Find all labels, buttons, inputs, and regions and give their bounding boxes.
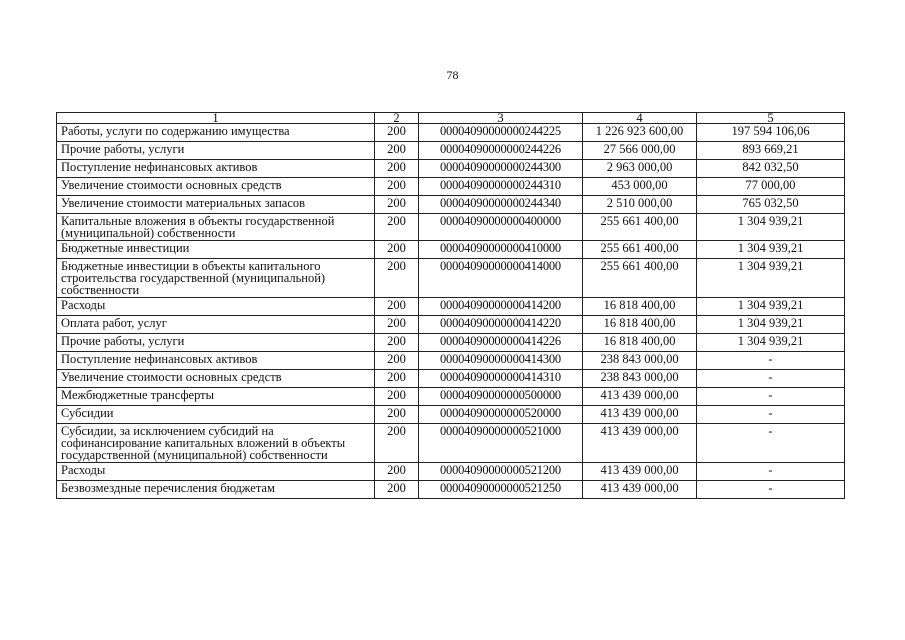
row-name-cell: Увеличение стоимости материальных запасов	[57, 196, 375, 214]
row-kbk-cell: 00004090000000414220	[419, 316, 583, 334]
table-row	[57, 298, 845, 316]
row-plan-cell: 413 439 000,00	[583, 481, 697, 499]
row-kbk-cell: 00004090000000414300	[419, 352, 583, 370]
row-name-cell: Бюджетные инвестиции	[57, 241, 375, 259]
table-header-row	[57, 113, 845, 124]
row-plan-cell: 27 566 000,00	[583, 142, 697, 160]
row-name-cell: Поступление нефинансовых активов	[57, 160, 375, 178]
row-kbk-cell: 00004090000000521200	[419, 463, 583, 481]
table-row	[57, 463, 845, 481]
row-plan-cell: 453 000,00	[583, 178, 697, 196]
row-code-cell: 200	[375, 316, 419, 334]
row-plan-cell: 255 661 400,00	[583, 259, 697, 298]
row-name-cell: Увеличение стоимости основных средств	[57, 178, 375, 196]
row-kbk-cell: 00004090000000244226	[419, 142, 583, 160]
row-code-cell: 200	[375, 259, 419, 298]
row-kbk-cell: 00004090000000410000	[419, 241, 583, 259]
row-fact-cell: 1 304 939,21	[697, 298, 845, 316]
table-row	[57, 352, 845, 370]
row-kbk-cell: 00004090000000414226	[419, 334, 583, 352]
row-fact-cell: 1 304 939,21	[697, 316, 845, 334]
row-name-cell: Бюджетные инвестиции в объекты капитального строительства государственной (муниципальной) собственности	[57, 259, 375, 298]
table-row	[57, 370, 845, 388]
row-code-cell: 200	[375, 178, 419, 196]
table-row	[57, 406, 845, 424]
column-header: 4	[583, 113, 697, 124]
table-row	[57, 481, 845, 499]
row-fact-cell: 842 032,50	[697, 160, 845, 178]
row-kbk-cell: 00004090000000414000	[419, 259, 583, 298]
row-name-cell: Работы, услуги по содержанию имущества	[57, 124, 375, 142]
row-kbk-cell: 00004090000000500000	[419, 388, 583, 406]
table-row	[57, 334, 845, 352]
page-number: 78	[446, 68, 459, 82]
row-fact-cell: -	[697, 370, 845, 388]
row-plan-cell: 16 818 400,00	[583, 334, 697, 352]
row-fact-cell: -	[697, 424, 845, 463]
table-row	[57, 259, 845, 298]
row-plan-cell: 16 818 400,00	[583, 316, 697, 334]
table-row	[57, 214, 845, 241]
row-name-cell: Оплата работ, услуг	[57, 316, 375, 334]
row-fact-cell: 1 304 939,21	[697, 334, 845, 352]
row-kbk-cell: 00004090000000244300	[419, 160, 583, 178]
row-plan-cell: 238 843 000,00	[583, 352, 697, 370]
row-name-cell: Прочие работы, услуги	[57, 142, 375, 160]
row-kbk-cell: 00004090000000244225	[419, 124, 583, 142]
column-header: 3	[419, 113, 583, 124]
row-code-cell: 200	[375, 406, 419, 424]
table-row	[57, 142, 845, 160]
row-kbk-cell: 00004090000000244340	[419, 196, 583, 214]
row-code-cell: 200	[375, 481, 419, 499]
row-code-cell: 200	[375, 388, 419, 406]
row-fact-cell: 77 000,00	[697, 178, 845, 196]
row-plan-cell: 413 439 000,00	[583, 463, 697, 481]
row-name-cell: Безвозмездные перечисления бюджетам	[57, 481, 375, 499]
row-fact-cell: -	[697, 352, 845, 370]
row-code-cell: 200	[375, 241, 419, 259]
row-code-cell: 200	[375, 142, 419, 160]
row-name-cell: Прочие работы, услуги	[57, 334, 375, 352]
row-name-cell: Расходы	[57, 463, 375, 481]
row-plan-cell: 413 439 000,00	[583, 406, 697, 424]
column-header: 2	[375, 113, 419, 124]
row-name-cell: Капитальные вложения в объекты государственной (муниципальной) собственности	[57, 214, 375, 241]
row-name-cell: Поступление нефинансовых активов	[57, 352, 375, 370]
row-fact-cell: -	[697, 463, 845, 481]
row-code-cell: 200	[375, 196, 419, 214]
row-code-cell: 200	[375, 160, 419, 178]
row-plan-cell: 238 843 000,00	[583, 370, 697, 388]
row-kbk-cell: 00004090000000400000	[419, 214, 583, 241]
row-kbk-cell: 00004090000000521000	[419, 424, 583, 463]
table-row	[57, 196, 845, 214]
row-plan-cell: 255 661 400,00	[583, 241, 697, 259]
row-code-cell: 200	[375, 298, 419, 316]
row-name-cell: Субсидии, за исключением субсидий на софинансирование капитальных вложений в объекты государственной (муниципальной) собственности	[57, 424, 375, 463]
row-fact-cell: -	[697, 481, 845, 499]
table-row	[57, 388, 845, 406]
row-code-cell: 200	[375, 352, 419, 370]
column-header: 5	[697, 113, 845, 124]
row-name-cell: Межбюджетные трансферты	[57, 388, 375, 406]
row-code-cell: 200	[375, 463, 419, 481]
row-kbk-cell: 00004090000000520000	[419, 406, 583, 424]
row-fact-cell: 1 304 939,21	[697, 259, 845, 298]
row-kbk-cell: 00004090000000414200	[419, 298, 583, 316]
row-fact-cell: -	[697, 406, 845, 424]
table-body	[57, 124, 845, 499]
row-fact-cell: 893 669,21	[697, 142, 845, 160]
row-name-cell: Расходы	[57, 298, 375, 316]
table-row	[57, 178, 845, 196]
row-fact-cell: -	[697, 388, 845, 406]
row-kbk-cell: 00004090000000521250	[419, 481, 583, 499]
column-header: 1	[57, 113, 375, 124]
row-plan-cell: 1 226 923 600,00	[583, 124, 697, 142]
row-plan-cell: 255 661 400,00	[583, 214, 697, 241]
row-fact-cell: 197 594 106,06	[697, 124, 845, 142]
row-plan-cell: 413 439 000,00	[583, 388, 697, 406]
row-code-cell: 200	[375, 124, 419, 142]
row-kbk-cell: 00004090000000414310	[419, 370, 583, 388]
row-name-cell: Субсидии	[57, 406, 375, 424]
table-row	[57, 124, 845, 142]
table-row	[57, 316, 845, 334]
row-plan-cell: 2 963 000,00	[583, 160, 697, 178]
row-code-cell: 200	[375, 424, 419, 463]
row-code-cell: 200	[375, 334, 419, 352]
row-fact-cell: 1 304 939,21	[697, 241, 845, 259]
budget-table	[56, 112, 845, 499]
row-plan-cell: 2 510 000,00	[583, 196, 697, 214]
row-plan-cell: 16 818 400,00	[583, 298, 697, 316]
row-fact-cell: 1 304 939,21	[697, 214, 845, 241]
row-name-cell: Увеличение стоимости основных средств	[57, 370, 375, 388]
row-code-cell: 200	[375, 370, 419, 388]
row-plan-cell: 413 439 000,00	[583, 424, 697, 463]
table-row	[57, 424, 845, 463]
row-fact-cell: 765 032,50	[697, 196, 845, 214]
table-row	[57, 241, 845, 259]
row-code-cell: 200	[375, 214, 419, 241]
table-row	[57, 160, 845, 178]
row-kbk-cell: 00004090000000244310	[419, 178, 583, 196]
